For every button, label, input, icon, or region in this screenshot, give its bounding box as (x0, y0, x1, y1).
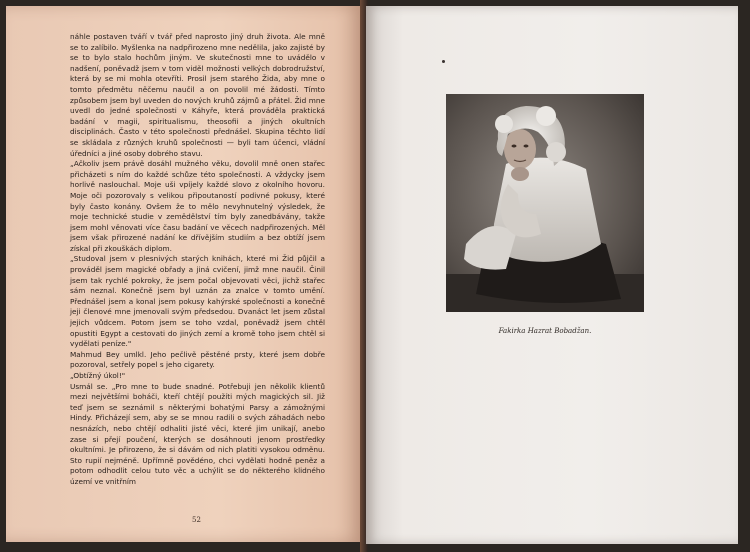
portrait-photo (446, 94, 644, 312)
paragraph: „Ačkoliv jsem právě dosáhl mužného věku, dovolil mně onen stařec přicházeti s ním do každé schůze této společnosti. A vždycky jsem horlivě naslouchal. Moje uši vpíjely každé slovo z okolního hovoru. Moje oči pozorovaly s velikou připoutaností podivné pokusy, které byly často konány. Ovšem že to mělo nevyhnutelný výsledek, že moje technické studie v zemědělství tím byly zanedbávány, takže jsem mohl věnovati více času badání ve věcech nadpřirozených. Měl jsem však přirozené nadání ke dřívějším studiím a bez obtíží jsem získal při zkouškách diplom. (70, 159, 325, 253)
left-page-text (70, 32, 325, 488)
photo-caption: Fakirka Hazrat Bobadžan. (498, 327, 592, 335)
portrait-photo-image (446, 94, 644, 312)
paragraph: Usmál se. „Pro mne to bude snadné. Potřebuji jen několik klientů mezi největšími boháči, kteří chtějí použíti mých magických sil. Již teď jsem se seznámil s některými bohatými Parsy a zámožnými Hindy. Přicházejí sem, aby se se mnou radili o svých záhadách nebo nesnázích, nebo chtějí odhaliti jisté věci, které jim unikají, anebo zase si přejí poučení, kterých se dosáhnouti jenom prostředky okultními. Je přirozeno, že si dávám od nich platiti vysokou odměnu. Sto rupií nejméně. Upřímně povědéno, chci vydělati hodně peněz a potom odhodlit celou tuto věc a uchýlit se do některého klidného území ve vnitřním (70, 381, 325, 486)
page-number: 52 (192, 516, 201, 524)
paragraph: „Obtížný úkol!" (70, 371, 126, 380)
paper-speck (442, 60, 445, 63)
paragraph: náhle postaven tváří v tvář před naprosto jiný druh života. Ale mně se to zalíbilo. Myšlenka na nadpřirozeno mne nedělila, jako zajisté by se to bylo stalo hochům jiným. Ve skutečnosti mne to uvádělo v nadšení, poněvadž jsem v tom viděl možnosti velkých dobrodružství, která by se mi mohla otevříti. Prosil jsem starého Žida, aby mne o tomto předmětu něčemu naučil a on povolil mé žádosti. Tímto způsobem jsem byl uveden do nových kruhů zájmů a přátel. Žid mne uvedl do jedné společnosti v Káhyře, která prováděla praktická badání v magii, spiritualismu, theosofii a jiných okultních disciplinách. Často v této společnosti přednášel. Skupina těchto lidí se skládala z různých kruhů společnosti — byli tam účenci, vládní úředníci a jiné osoby dobrého stavu. (70, 32, 325, 158)
paragraph: „Studoval jsem v plesnivých starých knihách, které mi Žid půjčil a prováděl jsem magické obřady a jiná cvičení, jimž mne naučil. Činil jsem tak rychlé pokroky, že jsem počal objevovati věci, jichž stařec sám neznal. Konečně jsem byl uznán za znalce v tomto umění. Přednášel jsem a konal jsem pokusy kahýrské společnosti a konečně jeji členové mne jmenovali svým předsedou. Dvanáct let jsem zůstal jejich vůdcem. Potom jsem se toho vzdal, poněvadž jsem chtěl opustiti Egypt a cestovati do jiných zemí a kromě toho jsem chtěl si vydělati peníze." (70, 254, 325, 349)
paragraph: Mahmud Bey umlkl. Jeho pečlivě pěstěné prsty, které jsem dobře pozoroval, setřely popel s jeho cigarety. (70, 349, 325, 370)
